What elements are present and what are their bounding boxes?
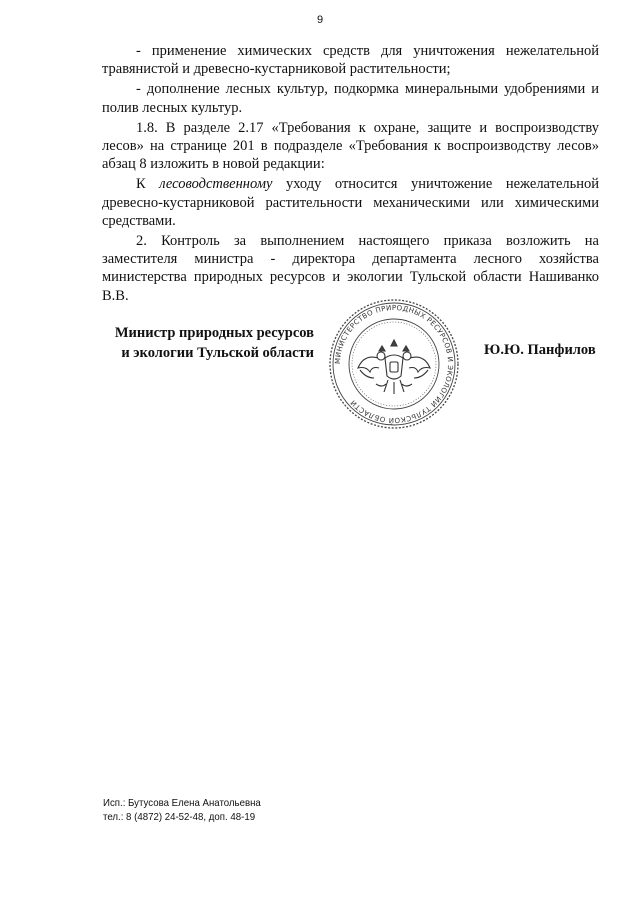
paragraph-herbicides: - применение химических средств для уничтожения нежелательной травянистой и древесно-кустарниковой растительности; [102, 43, 599, 78]
executor-info [103, 796, 261, 824]
signatory-name: Ю.Ю. Панфилов [484, 342, 596, 358]
paragraph-fertilizing: - дополнение лесных культур, подкормка минеральными удобрениями и полив лесных культур. [102, 81, 599, 116]
executor-name: Исп.: Бутусова Елена Анатольевна [103, 797, 261, 809]
paragraph-silvicultural-care-start: К [136, 176, 146, 193]
seal-ring-text: МИНИСТЕРСТВО ПРИРОДНЫХ РЕСУРСОВ И ЭКОЛОГИИ ТУЛЬСКОЙ ОБЛАСТИ [333, 303, 455, 425]
paragraph-section-1-8: 1.8. В разделе 2.17 «Требования к охране, защите и воспроизводству лесов» на странице 201 в подразделе «Требования к воспроизводству лесов» абзац 8 изложить в новой редакции: [102, 119, 599, 173]
paragraph-silvicultural-care [102, 175, 599, 230]
signatory-title-line1: Министр природных ресурсов [114, 325, 314, 341]
executor-phone: тел.: 8 (4872) 24-52-48, доп. 48-19 [103, 811, 256, 823]
italic-term: лесоводственному [159, 176, 273, 193]
page-number: 9 [316, 14, 324, 26]
signature-block [0, 303, 640, 438]
paragraph-control: 2. Контроль за выполнением настоящего приказа возложить на заместителя министра - директора департамента лесного хозяйства министерства природных ресурсов и экологии Тульской области Нашиванко В.В. [102, 233, 599, 304]
document-body [102, 42, 599, 305]
signatory-title [104, 323, 314, 363]
official-seal-icon [326, 296, 462, 432]
paragraph-silvicultural-care-end: уходу относится уничтожение нежелательной древесно-кустарниковой растительности механическими или химическими средствами. [102, 176, 600, 229]
double-headed-eagle-icon [358, 340, 430, 394]
signatory-title-line2: и экологии Тульской области [121, 345, 314, 361]
